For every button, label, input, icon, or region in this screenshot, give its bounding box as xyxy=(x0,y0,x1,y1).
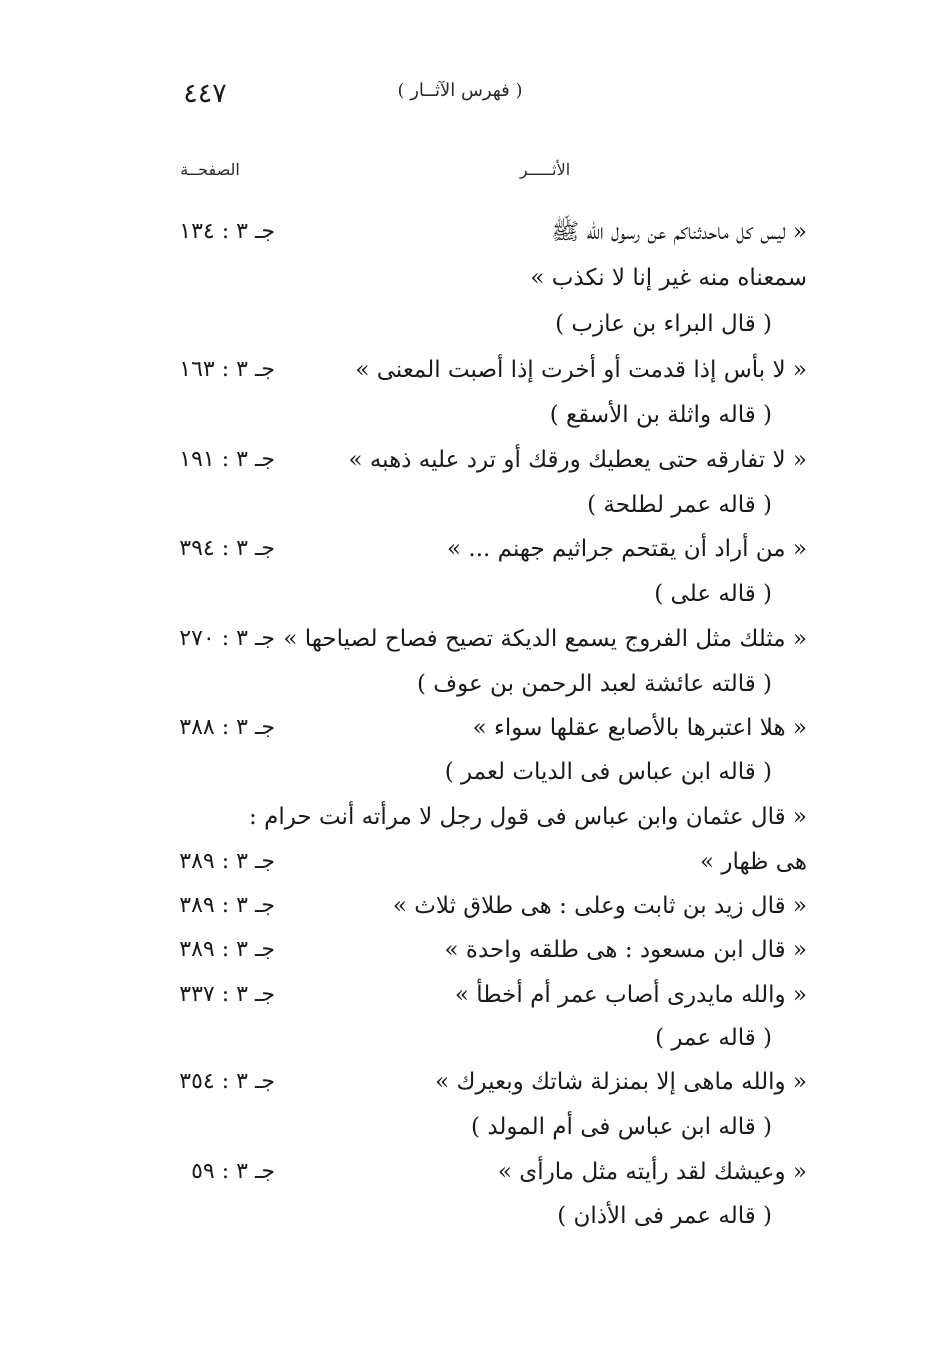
index-row xyxy=(0,1196,937,1240)
index-row xyxy=(0,1107,937,1151)
attribution-text: ( قاله على ) xyxy=(654,581,772,607)
index-row xyxy=(0,440,937,484)
index-row xyxy=(0,619,937,663)
attribution-text: ( قاله ابن عباس فى الديات لعمر ) xyxy=(444,759,772,785)
index-row xyxy=(0,664,937,708)
athar-text: « لا تفارقه حتى يعطيك ورقك أو ترد عليه ذهبه » xyxy=(348,447,807,473)
column-header-athar: الأثـــــر xyxy=(519,160,571,179)
athar-text: « قال ابن مسعود : هى طلقه واحدة » xyxy=(444,937,807,963)
attribution-text: ( قالته عائشة لعبد الرحمن بن عوف ) xyxy=(417,671,772,697)
index-row xyxy=(0,1062,937,1106)
attribution-text: ( قال البراء بن عازب ) xyxy=(555,311,772,337)
index-row xyxy=(0,930,937,974)
page-reference: جـ ٣ : ٣٩٤ xyxy=(179,536,275,561)
index-row xyxy=(0,752,937,796)
page-reference: جـ ٣ : ١٩١ xyxy=(179,447,275,472)
athar-text: « من أراد أن يقتحم جراثيم جهنم ... » xyxy=(447,536,807,562)
page-reference: جـ ٣ : ١٣٤ xyxy=(179,219,275,244)
athar-text: « والله ماهى إلا بمنزلة شاتك وبعيرك » xyxy=(435,1069,807,1095)
page-reference: جـ ٣ : ٣٨٨ xyxy=(179,715,275,740)
athar-text: « وعيشك لقد رأيته مثل مارأى » xyxy=(497,1159,807,1185)
index-row xyxy=(0,485,937,529)
attribution-text: ( قاله واثلة بن الأسقع ) xyxy=(549,402,772,428)
page-number: ٤٤٧ xyxy=(183,78,227,109)
index-row xyxy=(0,1018,937,1062)
running-header: ( فهرس الآثــار ) xyxy=(397,80,523,101)
index-row xyxy=(0,350,937,394)
page-reference: جـ ٣ : ٣٨٩ xyxy=(179,849,275,874)
athar-text: سمعناه منه غير إنا لا نكذب » xyxy=(530,265,807,291)
index-row xyxy=(0,1152,937,1196)
athar-text: « مثلك مثل الفروج يسمع الديكة تصيح فصاح لصياحها » xyxy=(283,626,807,652)
index-row xyxy=(0,212,937,256)
index-row xyxy=(0,975,937,1019)
athar-text: « والله مايدرى أصاب عمر أم أخطأ » xyxy=(454,982,807,1008)
athar-text: « هلا اعتبرها بالأصابع عقلها سواء » xyxy=(472,715,807,741)
attribution-text: ( قاله ابن عباس فى أم المولد ) xyxy=(471,1114,772,1140)
index-row xyxy=(0,395,937,439)
attribution-text: ( قاله عمر لطلحة ) xyxy=(587,492,772,518)
index-row xyxy=(0,708,937,752)
index-row xyxy=(0,886,937,930)
page-reference: جـ ٣ : ٣٥٤ xyxy=(179,1069,275,1094)
attribution-text: ( قاله عمر فى الأذان ) xyxy=(557,1203,772,1229)
athar-text: « لا بأس إذا قدمت أو أخرت إذا أصبت المعنى » xyxy=(355,357,807,383)
index-row xyxy=(0,797,937,841)
index-row xyxy=(0,258,937,302)
index-row xyxy=(0,842,937,886)
page-reference: جـ ٣ : ١٦٣ xyxy=(179,357,275,382)
athar-text: هى ظهار » xyxy=(699,849,807,875)
index-row xyxy=(0,574,937,618)
page-reference: جـ ٣ : ٣٣٧ xyxy=(179,982,275,1007)
index-row xyxy=(0,529,937,573)
index-row xyxy=(0,304,937,348)
attribution-text: ( قاله عمر ) xyxy=(655,1025,772,1051)
page-reference: جـ ٣ : ٥٩ xyxy=(191,1159,275,1184)
column-header-page: الصفحــة xyxy=(180,160,240,179)
athar-text: « قال زيد بن ثابت وعلى : هى طلاق ثلاث » xyxy=(392,893,807,919)
page-reference: جـ ٣ : ٣٨٩ xyxy=(179,893,275,918)
athar-text: « قال عثمان وابن عباس فى قول رجل لا مرأته أنت حرام : xyxy=(249,804,807,830)
page-reference: جـ ٣ : ٣٨٩ xyxy=(179,937,275,962)
page-reference: جـ ٣ : ٢٧٠ xyxy=(179,626,275,651)
athar-text: « ليس كل ماحدثناكم عن رسول الله ﷺ xyxy=(551,219,807,245)
